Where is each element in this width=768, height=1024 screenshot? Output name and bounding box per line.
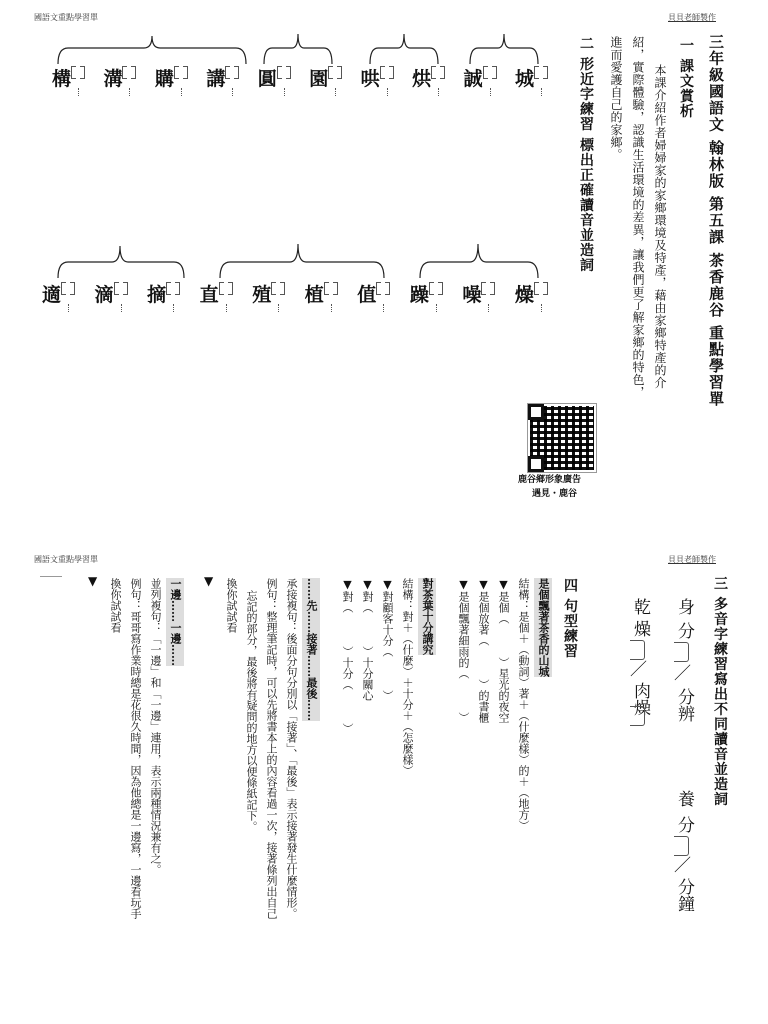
word-cell: 構 [52,64,85,91]
word-cell: 直 [200,280,233,307]
pattern3-try-label: 換你試試看 [225,578,238,633]
reading-bracket[interactable] [277,64,291,82]
pattern4-description: 並列複句：「一邊」和「一邊」連用，表示兩種情況兼有之。 [149,578,162,875]
page-title: 三年級國語文 翰林版 第五課 茶香鹿谷 重點學習單 [707,34,725,408]
pattern2-example1: ▼對顧客十分（ ） [381,578,394,701]
section4-heading: 四 句型練習 [562,578,578,659]
reading-bracket[interactable] [483,64,497,82]
reading-bracket[interactable] [630,640,645,660]
section3-heading: 三 多音字練習寫出不同讀音並造詞 [712,576,728,807]
reading-bracket[interactable] [429,280,443,298]
poly1-line1: 身 [674,598,694,615]
word-cell: 溝 [103,64,136,91]
pattern4-title: 一邊……一邊…… [166,578,184,666]
qr-code[interactable] [528,404,768,472]
pattern2-example3: ▼對（ ）十分（ ） [341,578,354,734]
row1-brace-2 [262,30,342,66]
word-cell: 講 [206,64,239,91]
row1-brace-4 [468,30,548,66]
reading-bracket[interactable] [61,280,75,298]
reading-bracket[interactable] [166,280,180,298]
poly2-slash: ／ [670,856,690,873]
reading-bracket[interactable] [376,280,390,298]
row2-brace-3 [418,240,548,280]
arrow-down-icon: ▼ [204,574,214,588]
row2-brace-1 [56,240,192,280]
word-cell: 燥 [515,280,548,307]
reading-bracket[interactable] [674,642,689,662]
word-cell: 烘 [412,64,445,91]
word-cell: 哄 [361,64,394,91]
poly1-slash: ／ [670,664,690,681]
pattern1-structure: 結構：是個＋（動詞）著＋（什麼樣）的＋（地方） [517,578,530,831]
header-right: 貝貝老師製作 [668,555,716,564]
reading-bracket[interactable] [324,280,338,298]
word-cell: 園 [309,64,342,91]
row1-brace-1 [56,30,256,66]
reading-bracket[interactable] [630,706,645,726]
reading-bracket[interactable] [481,280,495,298]
word-cell: 躁 [410,280,443,307]
reading-bracket[interactable] [328,64,342,82]
reading-bracket[interactable] [174,64,188,82]
header-right: 貝貝老師製作 [668,13,716,22]
section1-para1: 本課介紹作者婦婦家的家鄉環境及特產，藉由家鄉特產的介 [653,64,667,389]
poly2-line1: 養 [674,790,694,807]
word-cell: 城 [515,64,548,91]
reading-bracket[interactable] [431,64,445,82]
reading-bracket[interactable] [674,836,689,856]
word-cell: 摘 [147,280,180,307]
qr-caption-2: 遇見・鹿谷 [532,489,578,499]
poly1-alt: 分辨 [674,688,694,722]
poly3-line2: 燥 [630,620,650,637]
word-cell: 噪 [462,280,495,307]
reading-bracket[interactable] [534,280,548,298]
pattern3-example-line2: 忘記的部分，最後將有疑問的地方以便條紙記下。 [245,590,258,832]
pattern3-title: ……先……接著……最後…… [302,578,320,721]
word-cell: 適 [42,280,75,307]
pattern3-example-line1: 例句：整理筆記時，可以先將書本上的內容看過一次，接著條列出自己 [265,578,278,919]
header-left: 國語文重點學習單 [34,555,98,564]
word-cell: 購 [155,64,188,91]
row1-brace-3 [368,30,448,66]
divider [40,576,62,577]
section1-heading: 一 課文賞析 [678,38,694,119]
pattern2-example2: ▼對（ ）十分關心 [361,578,374,701]
word-cell: 滴 [95,280,128,307]
pattern3-description: 承接複句：後面分句分別以「接著」、「最後」表示接著發生什麼情形。 [285,578,298,919]
row2-brace-2 [218,240,394,280]
word-cell: 植 [305,280,338,307]
word-cell: 值 [357,280,390,307]
reading-bracket[interactable] [380,64,394,82]
poly3-slash: ／ [626,660,646,677]
pattern4-example-line1: 例句：哥哥寫作業時總是花很久時間，因為他總是一邊寫，一邊看玩手 [129,578,142,919]
pattern4-try-label: 換你試試看 [109,578,122,633]
poly3-alt: 肉燥 [630,682,650,716]
poly1-line2: 分 [674,622,694,639]
reading-bracket[interactable] [114,280,128,298]
reading-bracket[interactable] [225,64,239,82]
pattern1-example2: ▼是個放著（ ）的書櫃 [477,578,490,723]
pattern1-example1: ▼是個（ ）星光的夜空 [497,578,510,723]
header-left: 國語文重點學習單 [34,13,98,22]
row2-words [42,280,552,307]
poly2-line2: 分 [674,816,694,833]
section1-para3: 進而愛護自己的家鄉。 [609,36,623,161]
arrow-down-icon: ▼ [88,574,98,588]
reading-bracket[interactable] [271,280,285,298]
pattern2-title: 對茶葉十分講究 [418,578,436,655]
reading-bracket[interactable] [71,64,85,82]
pattern2-structure: 結構：對＋（什麼）＋十分＋（怎麼樣） [401,578,414,776]
word-cell: 圓 [258,64,291,91]
section1-para2: 紹，實際體驗，認識生活環境的差異，讓我們更了解家鄉的特色， [631,36,645,399]
pattern1-example3: ▼是個飄著細雨的（ ） [457,578,470,723]
poly3-line1: 乾 [630,598,650,615]
qr-caption-1: 鹿谷鄉形象廣告 [518,475,582,485]
word-cell: 殖 [252,280,285,307]
word-cell: 誠 [464,64,497,91]
row1-words [52,64,552,91]
reading-bracket[interactable] [534,64,548,82]
reading-bracket[interactable] [122,64,136,82]
section2-heading: 二 形近字練習 標出正確讀音並造詞 [578,36,594,273]
poly2-alt: 分鐘 [674,878,694,912]
pattern1-title: 是個飄著茶香的山城 [534,578,552,677]
reading-bracket[interactable] [219,280,233,298]
